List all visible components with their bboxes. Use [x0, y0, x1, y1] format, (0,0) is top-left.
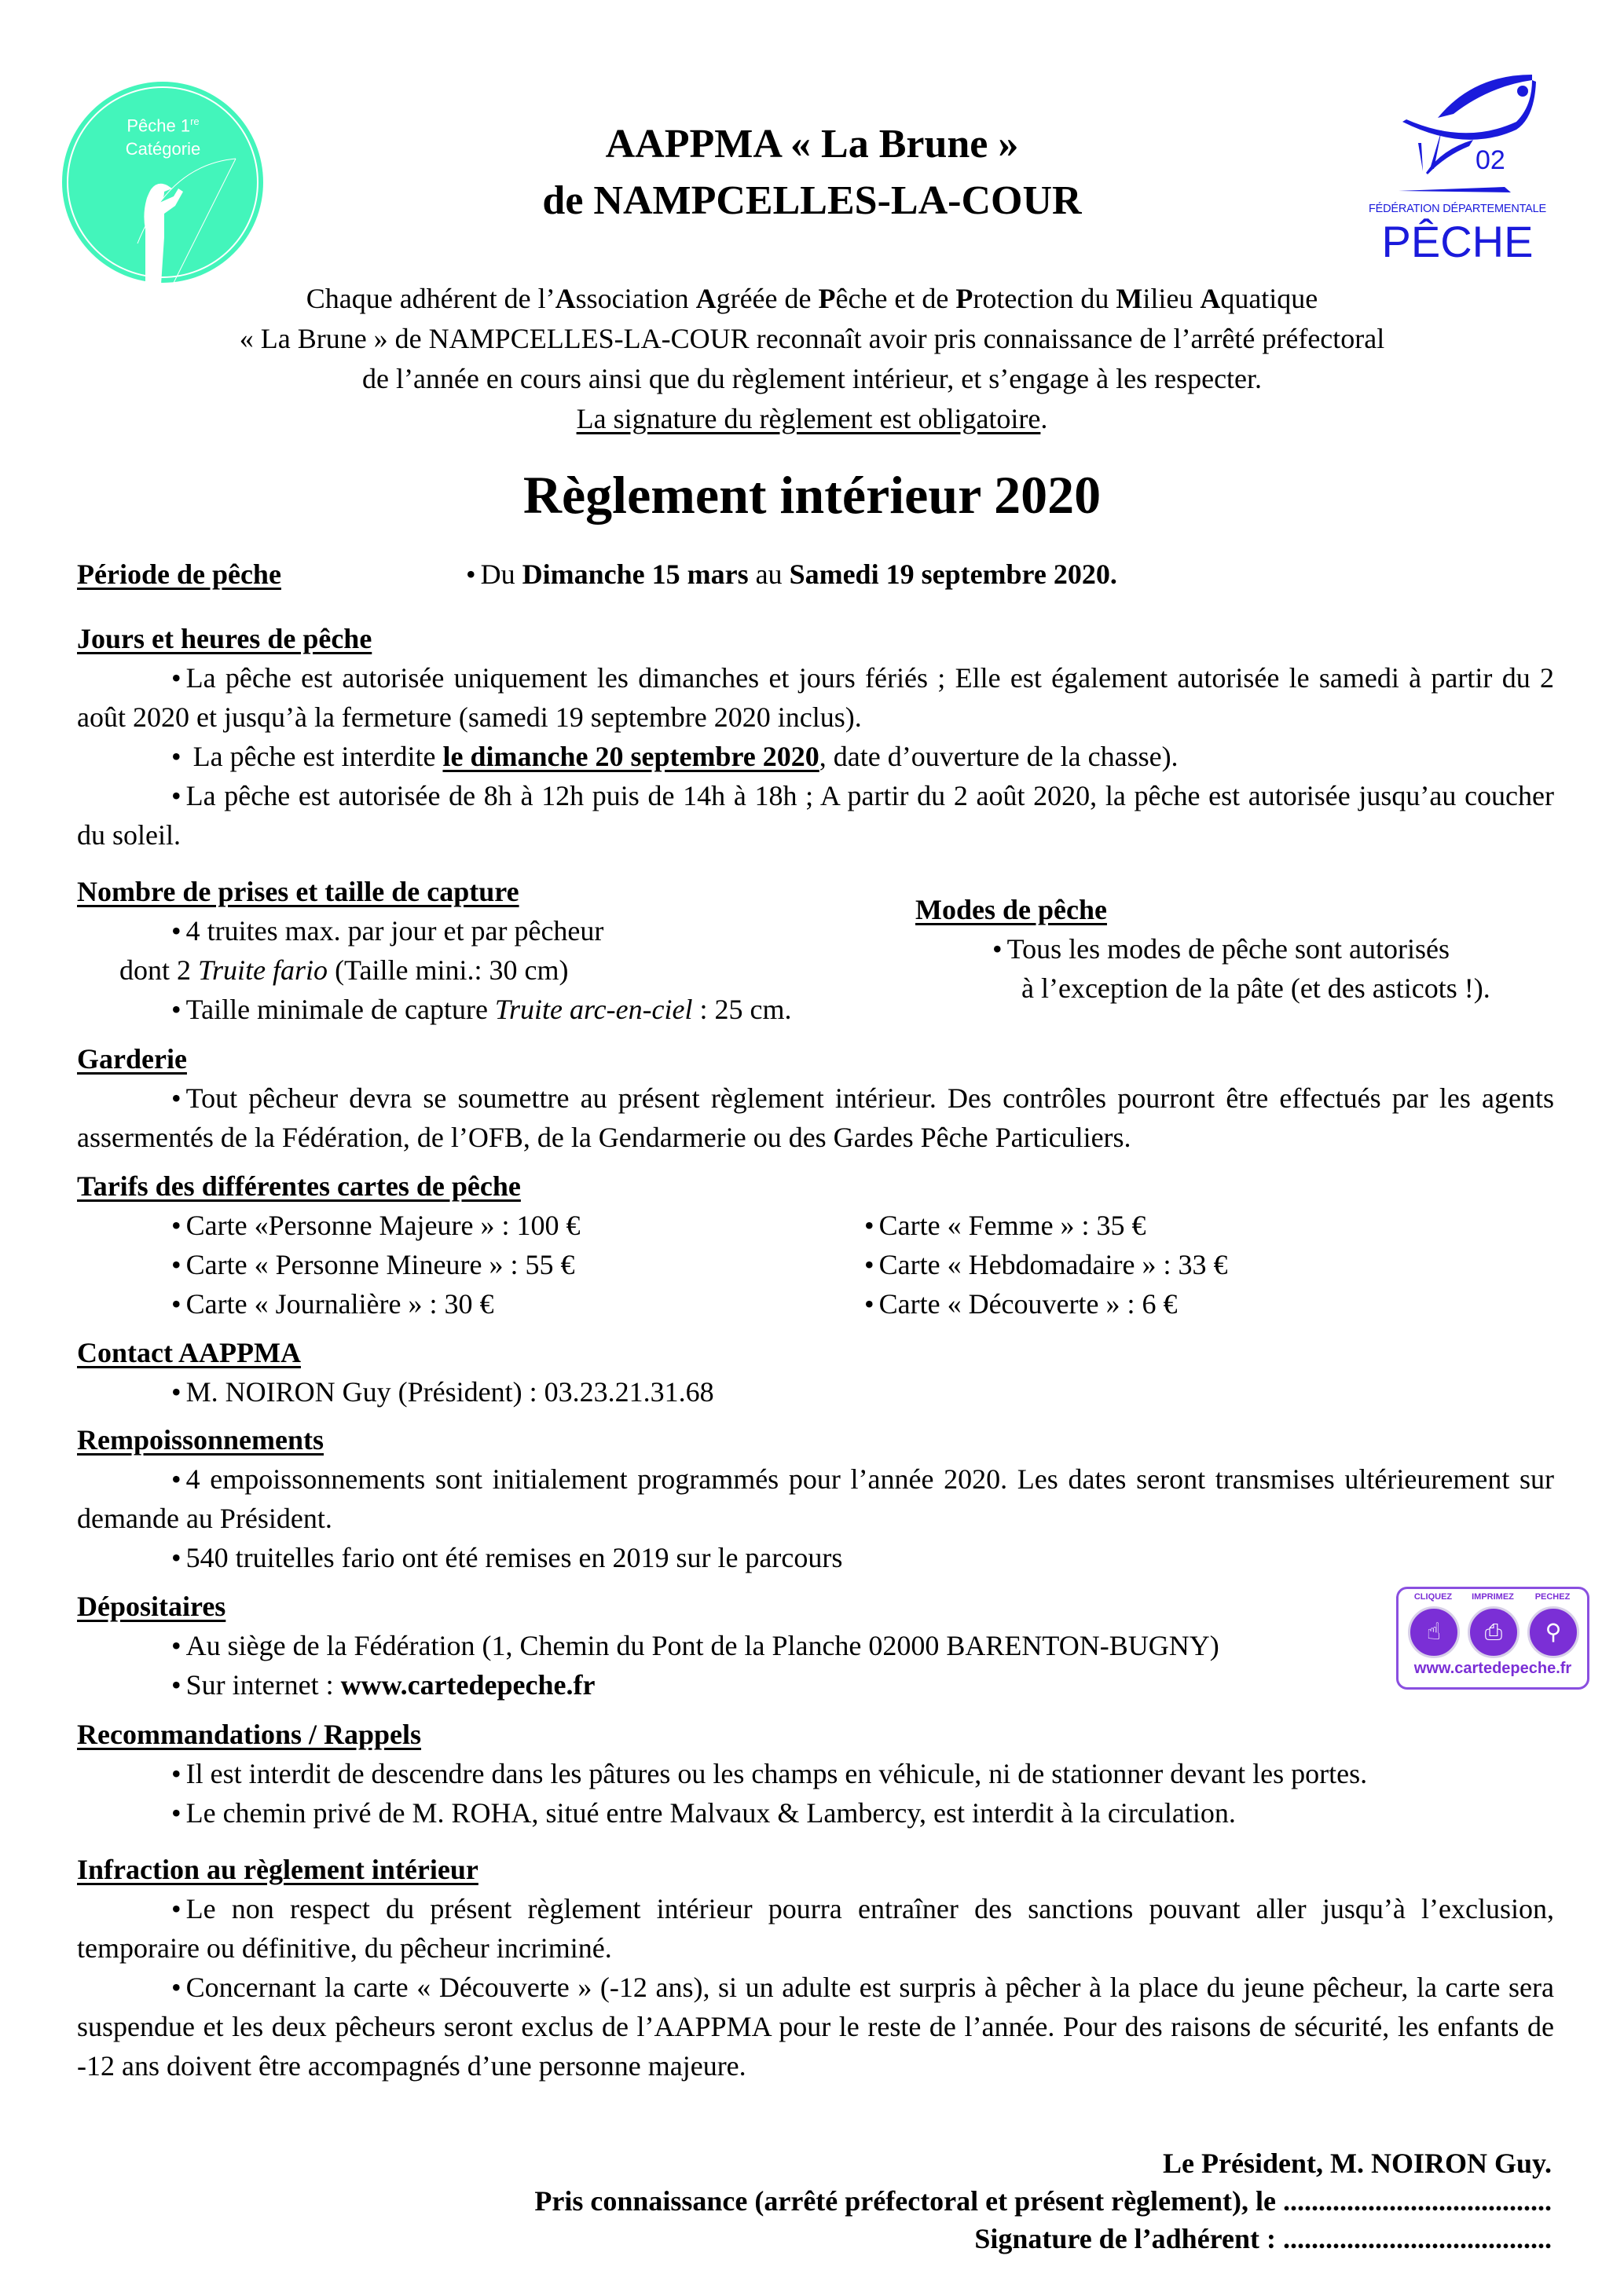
- text-run: Concernant la carte « Découverte » (-12 ans), si un adulte est surpris à pêcher à la place du jeune pêcheur, la carte sera suspendue et les deux pêcheurs seront exclus de l’AAPPMA pour le reste de l’année. Pour des raisons de sécurité, les enfants de -12 ans doivent être accompagnés d’une personne majeure.: [77, 1972, 1554, 2082]
- cartedepeche-link[interactable]: www.cartedepeche.fr: [340, 1669, 596, 1701]
- text-run: (Taille mini.: 30 cm): [328, 954, 569, 986]
- printer-icon: ⎙: [1468, 1606, 1520, 1658]
- text-run: P: [818, 283, 836, 314]
- recommandation-item: • Le chemin privé de M. ROHA, situé entre Malvaux & Lambercy, est interdit à la circulation.: [171, 1793, 1236, 1833]
- bullet-icon: [171, 1893, 186, 1924]
- tarif-item: • Carte « Personne Mineure » : 55 €: [171, 1245, 575, 1284]
- bullet-icon: [171, 662, 186, 694]
- pris-connaissance-field[interactable]: Pris connaissance (arrêté préfectoral et présent règlement), le ......................................: [534, 2185, 1552, 2217]
- pointer-hand-icon: ☝: [1408, 1606, 1460, 1658]
- recommandation-item: • Il est interdit de descendre dans les pâtures ou les champs en véhicule, ni de stationner devant les portes.: [171, 1754, 1367, 1793]
- intro-paragraph: [0, 279, 1624, 439]
- infraction-paragraph-2: [77, 1968, 1554, 2085]
- badge-word-imprimez: IMPRIMEZ: [1472, 1592, 1514, 1602]
- text-run: au: [748, 558, 790, 590]
- text-run: êche et de: [835, 283, 956, 314]
- text-run: Taille minimale de capture: [185, 994, 495, 1025]
- depositaire-internet: [171, 1665, 595, 1705]
- jours-paragraph-2: [171, 737, 1179, 776]
- section-contact-title: Contact AAPPMA: [77, 1337, 301, 1368]
- badge-word-pechez: PECHEZ: [1534, 1592, 1571, 1602]
- prises-line3: [171, 990, 792, 1029]
- federation-logo: [1355, 71, 1560, 283]
- text-run: La pêche est autorisée de 8h à 12h puis de 14h à 18h ; A partir du 2 août 2020, la pêche est autorisée jusqu’au coucher du soleil.: [77, 780, 1554, 851]
- jours-paragraph-3: [77, 776, 1554, 855]
- section-modes-title: Modes de pêche: [915, 894, 1107, 925]
- bullet-icon: [171, 1463, 186, 1495]
- text-run: : 25 cm.: [692, 994, 792, 1025]
- prises-line1: • 4 truites max. par jour et par pêcheur: [171, 911, 603, 950]
- badge-word-cliquez: CLIQUEZ: [1413, 1592, 1453, 1602]
- section-jours-title: Jours et heures de pêche: [77, 623, 372, 654]
- bullet-icon: [171, 1082, 186, 1114]
- text-run: Truite arc-en-ciel: [494, 994, 693, 1025]
- president-signature: Le Président, M. NOIRON Guy.: [1163, 2148, 1552, 2179]
- text-run: Le non respect du présent règlement intérieur pourra entraîner des sanctions pouvant aller jusqu’à l’exclusion, temporaire ou définitive, du pêcheur incriminé.: [77, 1893, 1554, 1964]
- text-run: 4 empoissonnements sont initialement programmés pour l’année 2020. Les dates seront transmises ultérieurement sur demande au Président.: [77, 1463, 1554, 1534]
- text-run: La pêche est interdite: [185, 741, 443, 772]
- logo-peche-label: PÊCHE: [1381, 217, 1534, 266]
- section-prises-title: Nombre de prises et taille de capture: [77, 876, 519, 907]
- infraction-paragraph-1: [77, 1889, 1554, 1968]
- text-run: ilieu: [1142, 283, 1201, 314]
- tarif-item: • Carte « Femme » : 35 €: [864, 1206, 1146, 1245]
- title-line2: de NAMPCELLES-LA-COUR: [542, 178, 1082, 223]
- text-run: Tout pêcheur devra se soumettre au présent règlement intérieur. Des contrôles pourront être effectués par les agents assermentés de la Fédération, de l’OFB, de la Gendarmerie ou des Gardes Pêche Particuliers.: [77, 1082, 1554, 1153]
- text-run: Chaque adhérent de l’: [306, 283, 555, 314]
- text-run: A: [1200, 283, 1221, 314]
- section-infraction-title: Infraction au règlement intérieur: [77, 1854, 478, 1885]
- signature-mandatory-notice: La signature du règlement est obligatoire: [576, 403, 1041, 434]
- section-tarifs-title: Tarifs des différentes cartes de pêche: [77, 1170, 521, 1202]
- section-recommandations-title: Recommandations / Rappels: [77, 1719, 422, 1750]
- main-title: Règlement intérieur 2020: [522, 465, 1102, 525]
- tarif-item: • Carte «Personne Majeure » : 100 €: [171, 1206, 580, 1245]
- jours-paragraph-1: [77, 658, 1554, 737]
- text-run: [442, 741, 819, 772]
- intro-line1: [0, 279, 1624, 319]
- intro-line3: de l’année en cours ainsi que du règlement intérieur, et s’engage à les respecter.: [361, 363, 1263, 394]
- modes-line2: à l’exception de la pâte (et des asticots !).: [1021, 972, 1490, 1004]
- intro-line2: « La Brune » de NAMPCELLES-LA-COUR reconnaît avoir pris connaissance de l’arrêté préfectoral: [239, 323, 1385, 354]
- depositaire-federation: • Au siège de la Fédération (1, Chemin du Pont de la Planche 02000 BARENTON-BUGNY): [171, 1626, 1219, 1665]
- section-garderie-title: Garderie: [77, 1043, 187, 1075]
- garderie-paragraph: [77, 1078, 1554, 1157]
- text-run: A: [555, 283, 576, 314]
- bullet-icon: [171, 780, 186, 811]
- text-run: Dimanche 15 mars: [522, 558, 749, 590]
- tarif-item: • Carte « Journalière » : 30 €: [171, 1284, 494, 1324]
- cartedepeche-badge[interactable]: [1396, 1587, 1589, 1690]
- contact-president: • M. NOIRON Guy (Président) : 03.23.21.31.68: [171, 1372, 714, 1412]
- badge-line2: Catégorie: [125, 139, 201, 159]
- rempo-paragraph-2: • 540 truitelles fario ont été remises en 2019 sur le parcours: [171, 1538, 842, 1577]
- text-run: rotection du: [973, 283, 1116, 314]
- section-depositaires-title: Dépositaires: [77, 1591, 226, 1622]
- badge-sup: re: [190, 115, 200, 127]
- text-run: Truite fario: [198, 954, 328, 986]
- section-rempoissonnements-title: Rempoissonnements: [77, 1424, 324, 1456]
- text-run: , date d’ouverture de la chasse).: [819, 741, 1179, 772]
- periode-text: [466, 555, 1117, 594]
- logo-federation-label: FÉDÉRATION DÉPARTEMENTALE: [1369, 203, 1546, 215]
- tarif-item: • Carte « Découverte » : 6 €: [864, 1284, 1177, 1324]
- adherent-signature-field[interactable]: Signature de l’adhérent : ......................................: [974, 2223, 1552, 2254]
- text-run: dont 2: [119, 954, 199, 986]
- text-run: A: [695, 283, 717, 314]
- text-run: .: [1040, 403, 1048, 434]
- text-run: La pêche est autorisée uniquement les dimanches et jours fériés ; Elle est également autorisée le samedi à partir du 2 août 2020 et jusqu’à la fermeture (samedi 19 septembre 2020 inclus).: [77, 662, 1554, 733]
- tarif-item: • Carte « Hebdomadaire » : 33 €: [864, 1245, 1227, 1284]
- text-run: Samedi 19 septembre 2020.: [789, 558, 1117, 590]
- text-run: Sur internet :: [185, 1669, 341, 1701]
- intro-line4: [0, 399, 1624, 439]
- prises-line2: [119, 950, 568, 990]
- bullet-icon: [171, 741, 186, 772]
- signature-block: [534, 2144, 1552, 2258]
- text-run: le dimanche 20 septembre 2020: [442, 741, 819, 772]
- text-run: gréée de: [716, 283, 819, 314]
- text-run: ssociation: [575, 283, 696, 314]
- section-periode-title: Période de pêche: [77, 558, 281, 590]
- badge-line1: Pêche 1: [126, 115, 191, 136]
- text-run: Du: [480, 558, 522, 590]
- text-run: quatique: [1220, 283, 1318, 314]
- bullet-icon: [171, 1972, 186, 2003]
- title-line1: AAPPMA « La Brune »: [605, 122, 1019, 167]
- modes-line1: • Tous les modes de pêche sont autorisés: [992, 929, 1450, 969]
- text-run: M: [1116, 283, 1143, 314]
- badge-url: www.cartedepeche.fr: [1413, 1660, 1572, 1677]
- text-run: P: [955, 283, 973, 314]
- fish-hook-icon: ⚲: [1527, 1606, 1579, 1658]
- rempo-paragraph-1: [77, 1459, 1554, 1538]
- dept-code: 02: [1476, 145, 1505, 175]
